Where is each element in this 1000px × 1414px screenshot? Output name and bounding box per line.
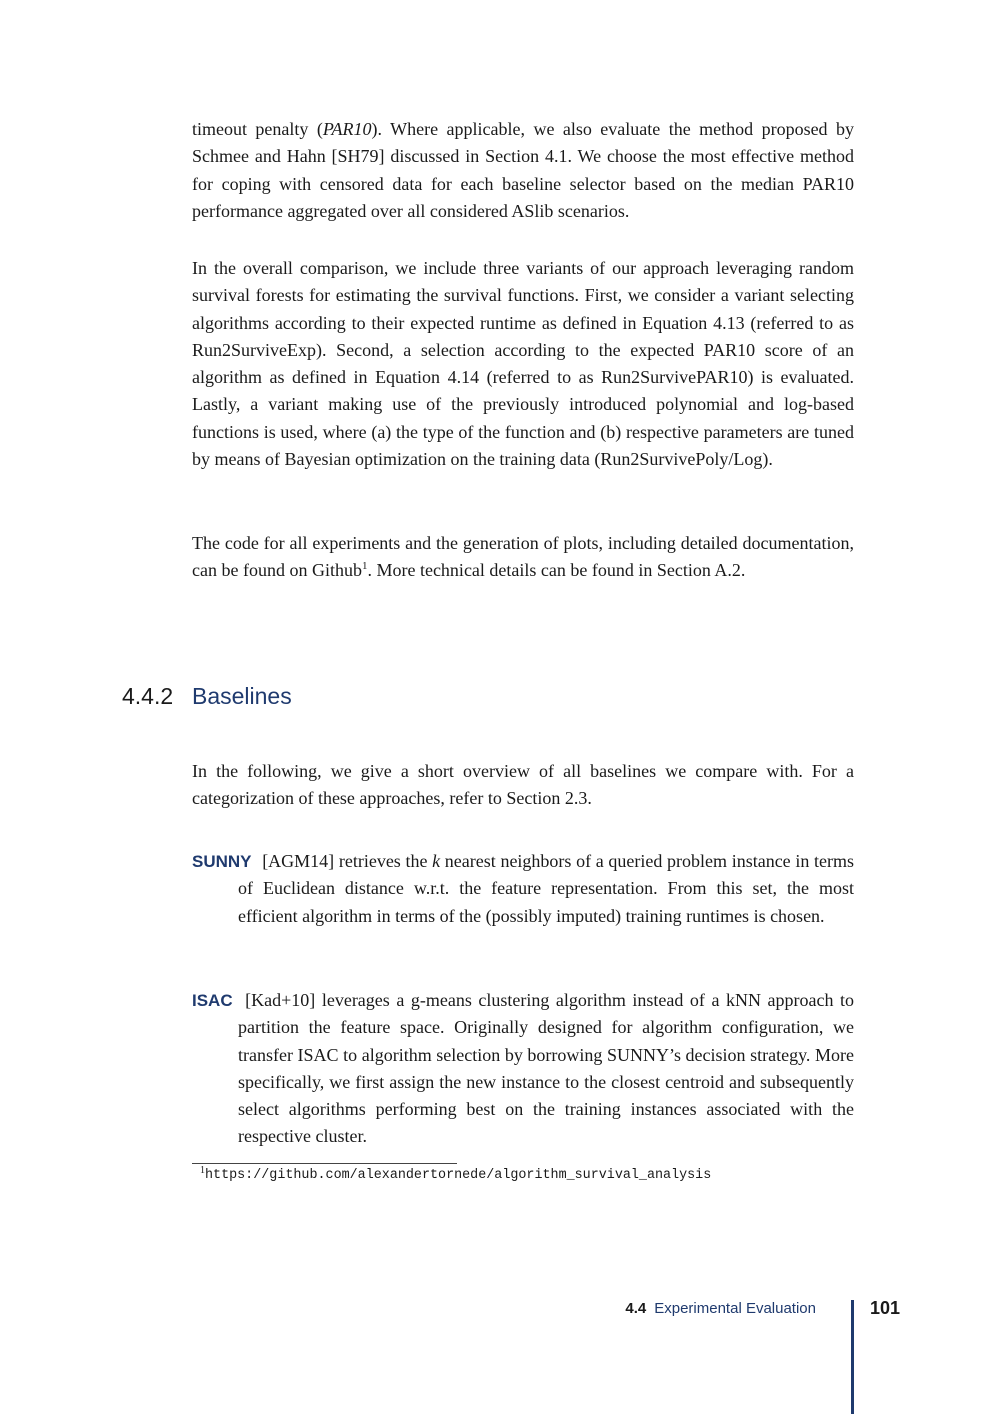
text-run: ). Where applicable, we also evaluate the method proposed by Schmee and Hahn [SH79] discussed in Section 4.1. We choose the most effective method for coping with censored data for each baseline selector based on the median PAR10 performance aggregated over all considered ASlib scenarios. xyxy=(192,119,854,221)
paragraph-censored-data xyxy=(192,116,854,225)
paragraph-code xyxy=(192,530,854,585)
text-run: timeout penalty ( xyxy=(192,119,323,139)
text-run: nearest neighbors of a queried problem instance in terms of Euclidean distance w.r.t. the feature representation. From this set, the most efficient algorithm in terms of the (possibly imputed) training runtimes is chosen. xyxy=(238,851,854,926)
footnote-link[interactable]: https://github.com/alexandertornede/algorithm_survival_analysis xyxy=(205,1168,712,1183)
section-title: Baselines xyxy=(192,683,292,709)
text-run: [Kad+10] leverages a g-means clustering algorithm instead of a kNN approach to partition the feature space. Originally designed for algorithm configuration, we transfer ISAC to algorithm selection by borrowing SUNNY’s decision strategy. More specifically, we first assign the new instance to the closest centroid and subsequently select algorithms performing best on the training instances associated with the respective cluster. xyxy=(238,990,855,1147)
paragraph-variants: In the overall comparison, we include three variants of our approach leveraging random survival forests for estimating the survival functions. First, we consider a variant selecting algorithms according to their expected runtime as defined in Equation 4.13 (referred to as Run2SurviveExp). Second, a selection according to the expected PAR10 score of an algorithm as defined in Equation 4.14 (referred to as Run2SurvivePAR10) is evaluated. Lastly, a variant making use of the previously introduced polynomial and log-based functions is used, where (a) the type of the function and (b) respective parameters are tuned by means of Bayesian optimization on the training data (Run2SurvivePoly/Log). xyxy=(192,258,854,470)
footer-section-title: Experimental Evaluation xyxy=(654,1300,816,1317)
emphasis-par10: PAR10 xyxy=(322,119,372,139)
baseline-item-sunny xyxy=(192,848,854,930)
footnote-divider xyxy=(192,1163,457,1164)
running-footer xyxy=(625,1300,816,1317)
footnote xyxy=(200,1165,712,1183)
section-heading xyxy=(122,683,292,710)
footnote-number: 1 xyxy=(200,1165,205,1176)
page-number: 101 xyxy=(870,1298,901,1318)
baseline-term: SUNNY xyxy=(192,852,252,871)
paragraph-overview: In the following, we give a short overview of all baselines we compare with. For a categorization of these approaches, refer to Section 2.3. xyxy=(192,761,854,809)
baseline-item-isac xyxy=(192,987,854,1151)
math-variable: k xyxy=(432,851,441,871)
footer-section-number: 4.4 xyxy=(625,1300,647,1317)
footer-bar xyxy=(851,1300,854,1414)
text-run: The code for all experiments and the generation of plots, including detailed documentation, can be found on Github xyxy=(192,533,854,581)
text-run: . More technical details can be found in Section A.2. xyxy=(367,560,746,581)
section-number: 4.4.2 xyxy=(122,683,174,709)
footnote-mark[interactable]: 1 xyxy=(361,560,368,573)
text-run: [AGM14] retrieves the xyxy=(262,851,433,871)
baseline-term: ISAC xyxy=(192,991,233,1010)
